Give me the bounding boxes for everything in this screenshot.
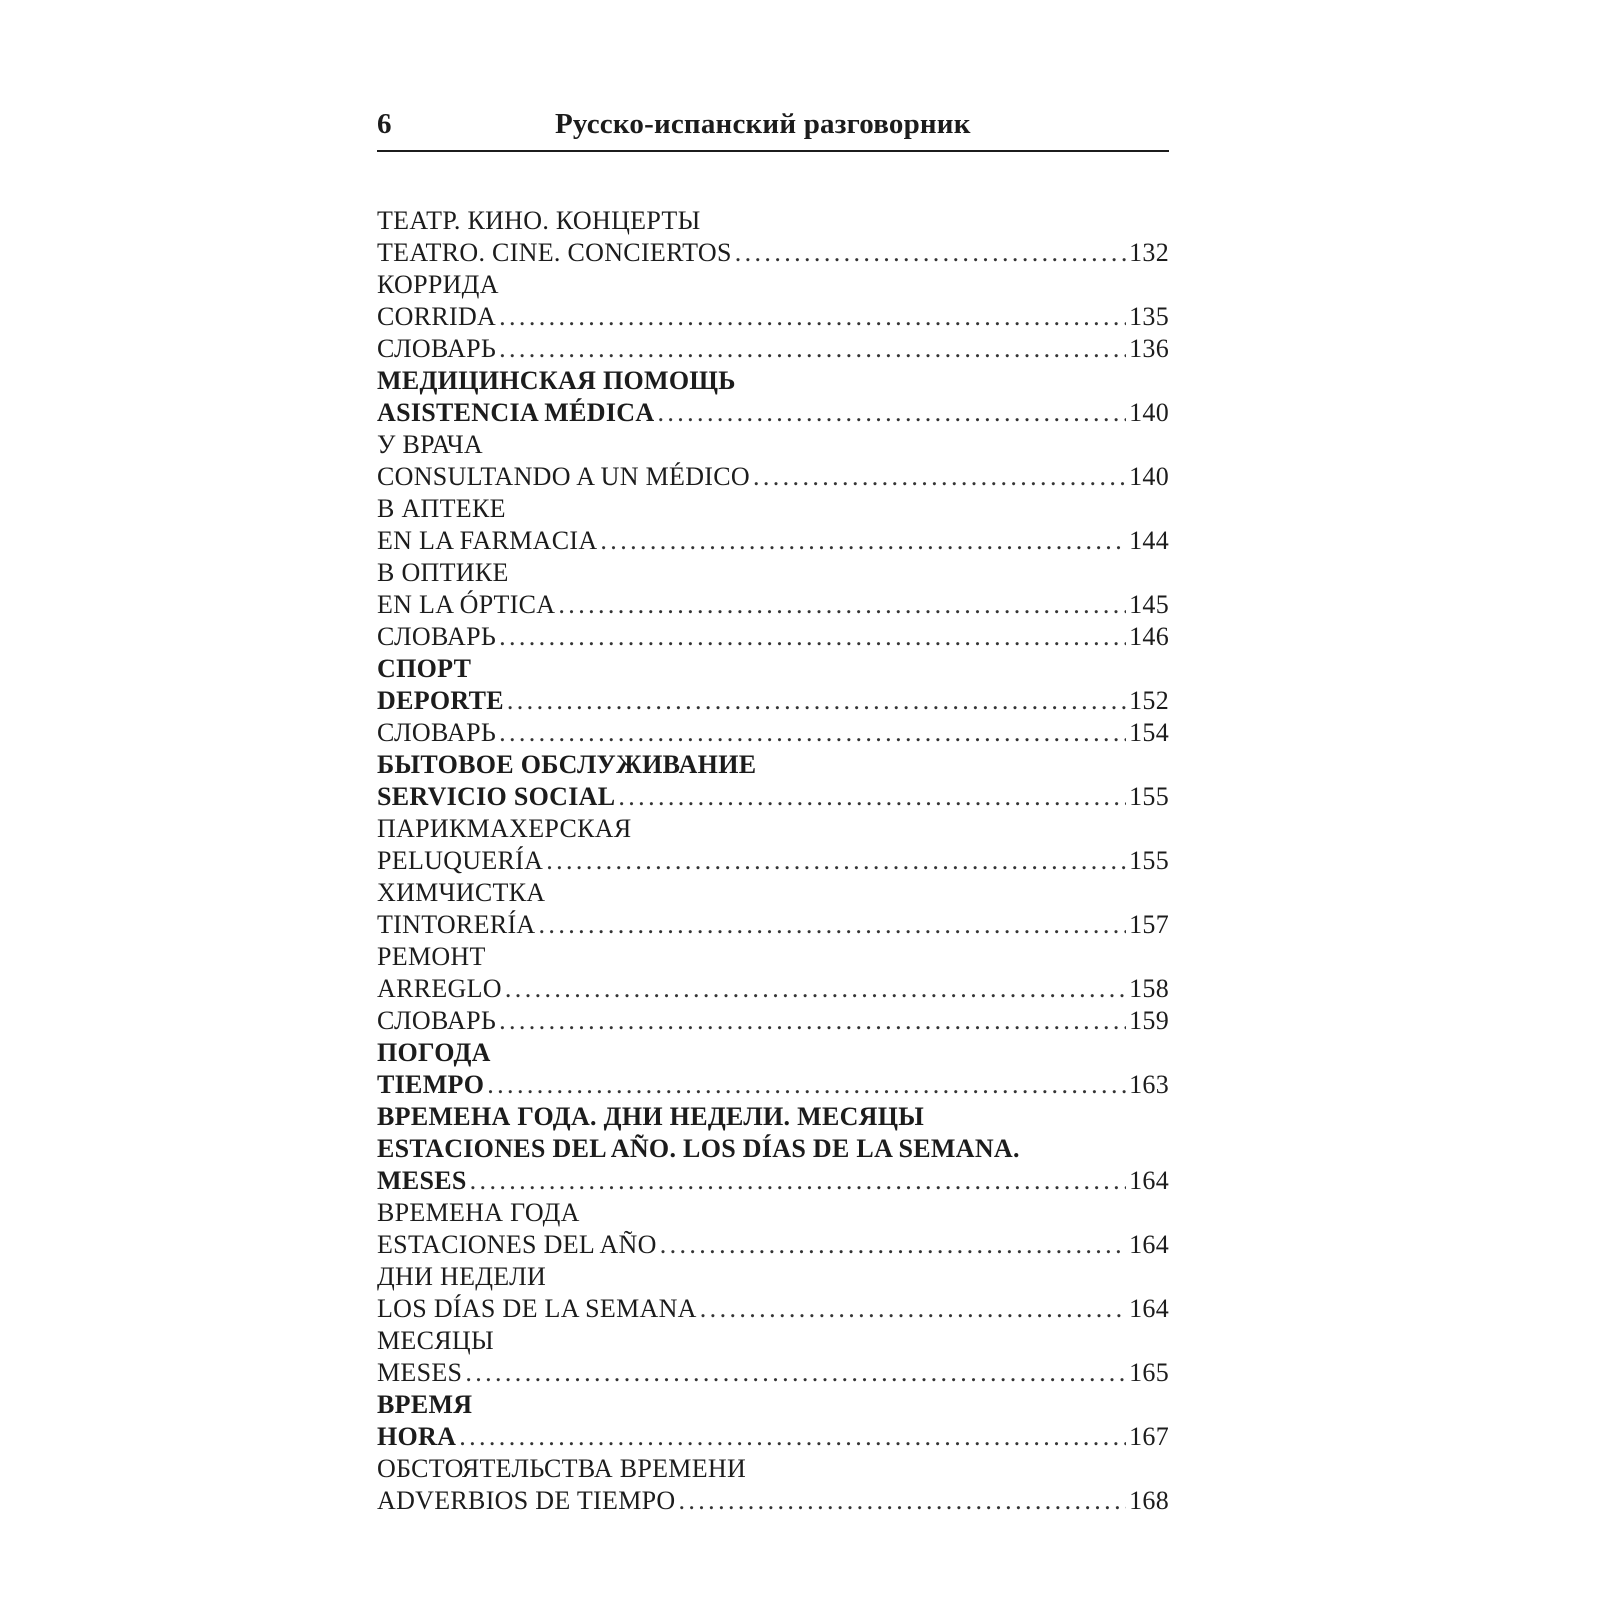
toc-entry-page-number: 158 (1129, 974, 1169, 1003)
toc-entry (377, 1101, 1169, 1133)
dot-leader (678, 1485, 1126, 1517)
page-number: 6 (377, 108, 392, 140)
dot-leader (507, 685, 1126, 717)
toc-entry-title: ВРЕМЯ (377, 1390, 473, 1419)
dot-leader (660, 1229, 1126, 1261)
toc-entry (377, 941, 1169, 973)
toc-entry-title: ПОГОДА (377, 1038, 491, 1067)
dot-leader (487, 1069, 1126, 1101)
running-header (377, 106, 1169, 152)
toc-entry (377, 205, 1169, 237)
toc-entry-page-number: 168 (1129, 1486, 1169, 1515)
toc-entry (377, 685, 1169, 717)
toc-entry (377, 461, 1169, 493)
toc-entry-page-number: 146 (1129, 622, 1169, 651)
dot-leader (505, 973, 1126, 1005)
toc-entry (377, 589, 1169, 621)
toc-entry (377, 781, 1169, 813)
toc-entry-title: КОРРИДА (377, 270, 499, 299)
toc-entry-title: ПАРИКМАХЕРСКАЯ (377, 814, 632, 843)
toc-entry (377, 909, 1169, 941)
toc-entry-page-number: 163 (1129, 1070, 1169, 1099)
toc-entry (377, 493, 1169, 525)
dot-leader (499, 333, 1126, 365)
toc-entry-title: TINTORERÍA (377, 910, 536, 939)
toc-entry-title: ESTACIONES DEL AÑO (377, 1230, 657, 1259)
toc-entry-title: MESES (377, 1166, 467, 1195)
toc-entry-page-number: 140 (1129, 398, 1169, 427)
toc-entry-title: ТЕАТР. КИНО. КОНЦЕРТЫ (377, 206, 701, 235)
toc-entry-title: СЛОВАРЬ (377, 1006, 497, 1035)
dot-leader (546, 845, 1126, 877)
toc-entry-title: СПОРТ (377, 654, 472, 683)
toc-entry-page-number: 155 (1129, 782, 1169, 811)
toc-entry-page-number: 155 (1129, 846, 1169, 875)
dot-leader (539, 909, 1127, 941)
toc-entry-title: TIEMPO (377, 1070, 485, 1099)
dot-leader (499, 301, 1126, 333)
toc-entry-title: HORA (377, 1422, 457, 1451)
toc-entry-title: ADVERBIOS DE TIEMPO (377, 1486, 676, 1515)
toc-entry-title: SERVICIO SOCIAL (377, 782, 616, 811)
toc-entry-title: В АПТЕКЕ (377, 494, 506, 523)
toc-entry-title: ХИМЧИСТКА (377, 878, 546, 907)
toc-entry (377, 1293, 1169, 1325)
dot-leader (735, 237, 1126, 269)
toc-entry (377, 1485, 1169, 1517)
toc-entry (377, 845, 1169, 877)
toc-entry-title: В ОПТИКЕ (377, 558, 509, 587)
book-title: Русско-испанский разговорник (555, 108, 971, 140)
toc-entry-title: CORRIDA (377, 302, 497, 331)
toc-entry (377, 1197, 1169, 1229)
toc-entry-title: СЛОВАРЬ (377, 718, 497, 747)
toc-entry-page-number: 157 (1129, 910, 1169, 939)
toc-entry (377, 365, 1169, 397)
toc-entry (377, 1165, 1169, 1197)
toc-entry-title: СЛОВАРЬ (377, 622, 497, 651)
toc-entry (377, 749, 1169, 781)
toc-entry (377, 237, 1169, 269)
dot-leader (499, 1005, 1126, 1037)
toc-entry (377, 1133, 1169, 1165)
dot-leader (600, 525, 1126, 557)
toc-entry-page-number: 159 (1129, 1006, 1169, 1035)
toc-entry-title: ARREGLO (377, 974, 502, 1003)
dot-leader (753, 461, 1126, 493)
toc-entry-page-number: 165 (1129, 1358, 1169, 1387)
toc-entry-title: БЫТОВОЕ ОБСЛУЖИВАНИЕ (377, 750, 757, 779)
toc-entry (377, 333, 1169, 365)
toc-entry-title: ESTACIONES DEL AÑO. LOS DÍAS DE LA SEMANA. (377, 1134, 1020, 1163)
toc-entry (377, 429, 1169, 461)
dot-leader (700, 1293, 1126, 1325)
toc-entry-page-number: 152 (1129, 686, 1169, 715)
toc-entry-page-number: 140 (1129, 462, 1169, 491)
toc-entry (377, 973, 1169, 1005)
toc-entry-title: DEPORTE (377, 686, 504, 715)
toc-entry-page-number: 164 (1129, 1294, 1169, 1323)
toc-entry (377, 1229, 1169, 1261)
toc-entry (377, 717, 1169, 749)
toc-entry (377, 1325, 1169, 1357)
toc-entry (377, 1069, 1169, 1101)
toc-entry (377, 621, 1169, 653)
toc-entry-title: ДНИ НЕДЕЛИ (377, 1262, 547, 1291)
toc-entry-title: СЛОВАРЬ (377, 334, 497, 363)
toc-entry-title: РЕМОНТ (377, 942, 486, 971)
toc-entry-title: TEATRO. CINE. CONCIERTOS (377, 238, 732, 267)
toc-entry-page-number: 167 (1129, 1422, 1169, 1451)
toc-entry-page-number: 136 (1129, 334, 1169, 363)
toc-entry-page-number: 164 (1129, 1230, 1169, 1259)
toc-entry (377, 301, 1169, 333)
toc-entry-page-number: 145 (1129, 590, 1169, 619)
toc-entry-title: ВРЕМЕНА ГОДА. ДНИ НЕДЕЛИ. МЕСЯЦЫ (377, 1102, 925, 1131)
toc-entry-page-number: 132 (1129, 238, 1169, 267)
dot-leader (558, 589, 1126, 621)
table-of-contents (377, 205, 1169, 1517)
toc-entry-title: МЕСЯЦЫ (377, 1326, 494, 1355)
toc-entry (377, 653, 1169, 685)
dot-leader (499, 717, 1126, 749)
toc-entry-title: EN LA ÓPTICA (377, 590, 556, 619)
toc-entry-title: LOS DÍAS DE LA SEMANA (377, 1294, 697, 1323)
toc-entry-page-number: 164 (1129, 1166, 1169, 1195)
toc-entry-title: ОБСТОЯТЕЛЬСТВА ВРЕМЕНИ (377, 1454, 747, 1483)
toc-entry (377, 877, 1169, 909)
toc-entry (377, 397, 1169, 429)
toc-entry-title: ВРЕМЕНА ГОДА (377, 1198, 580, 1227)
dot-leader (618, 781, 1126, 813)
toc-entry-title: PELUQUERÍA (377, 846, 544, 875)
toc-entry-title: CONSULTANDO A UN MÉDICO (377, 462, 750, 491)
dot-leader (465, 1357, 1126, 1389)
toc-entry (377, 1357, 1169, 1389)
toc-entry (377, 557, 1169, 589)
toc-entry (377, 1389, 1169, 1421)
toc-entry (377, 1421, 1169, 1453)
toc-entry-title: EN LA FARMACIA (377, 526, 598, 555)
toc-entry (377, 269, 1169, 301)
toc-entry-title: MESES (377, 1358, 463, 1387)
toc-entry (377, 1037, 1169, 1069)
toc-entry (377, 813, 1169, 845)
toc-entry-title: У ВРАЧА (377, 430, 483, 459)
toc-entry (377, 525, 1169, 557)
dot-leader (657, 397, 1126, 429)
toc-entry-title: ASISTENCIA MÉDICA (377, 398, 655, 427)
toc-entry (377, 1261, 1169, 1293)
dot-leader (499, 621, 1126, 653)
toc-entry-page-number: 144 (1129, 526, 1169, 555)
toc-entry (377, 1005, 1169, 1037)
dot-leader (459, 1421, 1126, 1453)
toc-entry-page-number: 154 (1129, 718, 1169, 747)
toc-entry (377, 1453, 1169, 1485)
dot-leader (470, 1165, 1126, 1197)
toc-entry-title: МЕДИЦИНСКАЯ ПОМОЩЬ (377, 366, 736, 395)
toc-entry-page-number: 135 (1129, 302, 1169, 331)
